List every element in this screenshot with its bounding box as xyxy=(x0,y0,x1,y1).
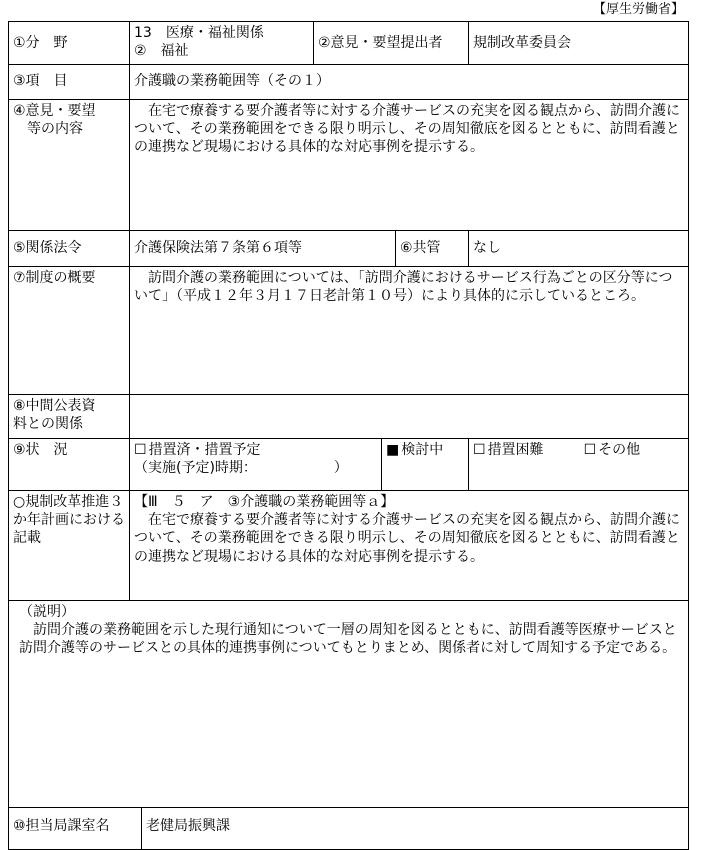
field-value-line2: ② 福祉 xyxy=(134,43,189,60)
jurisdiction-value: なし xyxy=(469,231,688,267)
interim-label xyxy=(9,395,130,439)
jurisdiction-label: ⑥共管 xyxy=(396,231,469,267)
field-value xyxy=(130,22,314,65)
bureau-value: 老健局振興課 xyxy=(146,818,230,834)
opinion-label-line2: 等の内容 xyxy=(27,121,83,138)
opinion-label xyxy=(9,100,130,231)
status-option-subtext: （実施(予定)時期： ） xyxy=(134,460,348,477)
checkbox-icon[interactable]: ☐ xyxy=(583,442,597,458)
checkbox-icon[interactable]: ☐ xyxy=(134,442,147,458)
system-value: 訪問介護の業務範囲については、「訪問介護におけるサービス行為ごとの区分等について」（平成１２年３月１７日老計第１０号）により具体的に示しているところ。 xyxy=(130,267,688,395)
bureau-label: ⑩担当局課室名 xyxy=(9,808,142,849)
status-option-others xyxy=(469,439,688,491)
plan-label: ○規制改革推進３か年計画における記載 xyxy=(9,491,130,601)
status-label: ⑨状 況 xyxy=(9,439,130,491)
plan-heading: 【Ⅲ ５ ア ③介護職の業務範囲等ａ】 xyxy=(134,494,395,510)
field-value-line1: 13 医療・福祉関係 xyxy=(134,25,264,41)
checked-box-icon[interactable]: ■ xyxy=(386,442,400,458)
opinion-label-line1: ④意見・要望 xyxy=(13,103,96,119)
status-option-label: その他 xyxy=(598,442,641,458)
status-option-label: 措置困難 xyxy=(487,442,544,458)
submitter-value: 規制改革委員会 xyxy=(469,22,688,65)
explanation-heading: （説明） xyxy=(19,604,75,620)
law-value: 介護保険法第７条第６項等 xyxy=(130,231,396,267)
plan-text: 在宅で療養する要介護者等に対する介護サービスの充実を図る観点から、訪問介護について、その業務範囲をできる限り明示し、その周知徹底を図るとともに、訪問看護との連携など現場における具体的な対応事例を提示する。 xyxy=(134,512,680,565)
submitter-label: ②意見・要望提出者 xyxy=(314,22,469,65)
plan-value xyxy=(130,491,688,601)
status-option-label: 措置済・措置予定 xyxy=(148,442,261,458)
item-label: ③項 目 xyxy=(9,65,130,100)
law-label: ⑤関係法令 xyxy=(9,231,130,267)
opinion-value: 在宅で療養する要介護者等に対する介護サービスの充実を図る観点から、訪問介護について、その業務範囲をできる限り明示し、その周知徹底を図るとともに、訪問看護との連携など現場における具体的な対応事例を提示する。 xyxy=(130,100,688,231)
status-option-implemented xyxy=(130,439,382,491)
checkbox-icon[interactable]: ☐ xyxy=(473,442,486,458)
ministry-name: 【厚生労働省】 xyxy=(592,2,684,17)
interim-label-line2: 料との関係 xyxy=(13,416,83,433)
item-value: 介護職の業務範囲等（その１） xyxy=(130,65,688,100)
status-option-label: 検討中 xyxy=(401,442,444,458)
explanation-text: 訪問介護の業務範囲を示した現行通知について一層の周知を図るとともに、訪問看護等医療サービスと訪問介護等のサービスとの具体的連携事例についてもとりまとめ、関係者に対して周知する予定である。 xyxy=(19,622,677,657)
status-option-considering xyxy=(382,439,469,491)
form-table xyxy=(8,21,689,850)
interim-label-line1: ⑧中間公表資 xyxy=(13,398,96,414)
system-label: ⑦制度の概要 xyxy=(9,267,130,395)
interim-value xyxy=(130,395,688,439)
field-label: ①分 野 xyxy=(9,22,130,65)
explanation xyxy=(9,601,688,808)
